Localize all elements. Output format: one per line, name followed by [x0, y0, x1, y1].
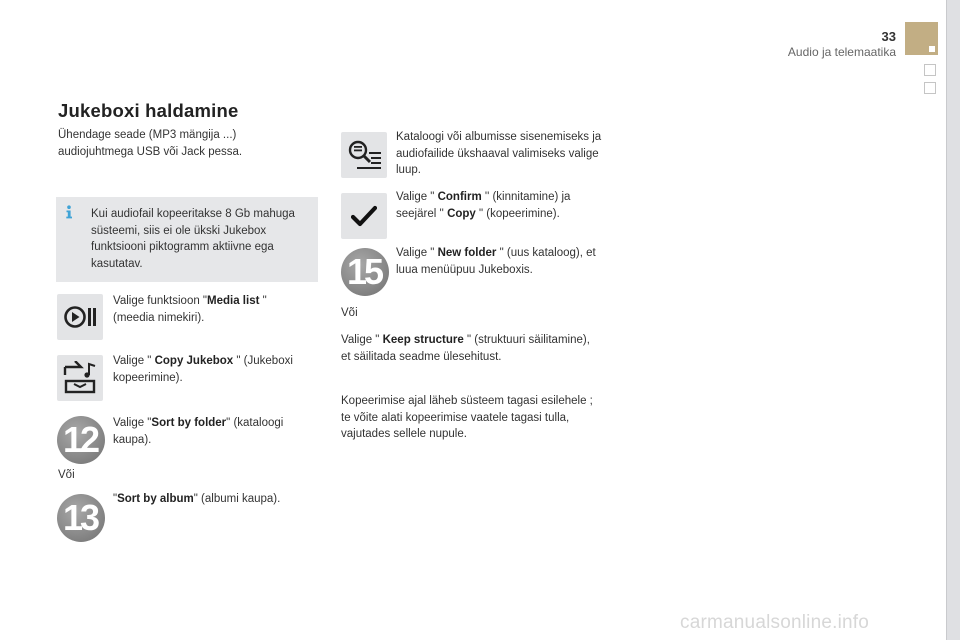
media-list-icon	[62, 302, 98, 332]
step-copy-jukebox: Valige " Copy Jukebox " (Jukeboxi kopeerimine).	[113, 355, 293, 384]
step-media-list: Valige funktsioon "Media list " (meedia nimekiri).	[113, 295, 267, 324]
copy-note: Kopeerimise ajal läheb süsteem tagasi esilehele ; te võite alati kopeerimise vaatele tagasi tulla, vajutades sellele nupule.	[341, 395, 593, 440]
step-confirm-copy: Valige " Confirm '' (kinnitamine) ja seejärel '' Copy " (kopeerimine).	[396, 191, 571, 220]
section-title: Audio ja telemaatika	[787, 45, 896, 59]
step-number-15: 15	[341, 248, 389, 296]
checkmark-icon	[351, 205, 377, 227]
confirm-button[interactable]	[341, 193, 387, 239]
step-catalog-search: Kataloogi või albumisse sisenemiseks ja audiofailide ükshaaval valimiseks valige luup.	[396, 131, 602, 176]
info-icon	[62, 205, 76, 219]
step-number-12: 12	[57, 416, 105, 464]
or-text: Või	[58, 469, 75, 481]
step-keep-structure: Valige " Keep structure " (struktuuri säilitamine), et säilitada seadme ülesehitust.	[341, 334, 590, 363]
magnifier-list-icon	[345, 139, 383, 171]
intro-text: Ühendage seade (MP3 mängija ...) audiojuhtmega USB või Jack pessa.	[58, 129, 243, 158]
step-number-13: 13	[57, 494, 105, 542]
page-sidebar-strip	[946, 0, 960, 640]
section-tab	[924, 82, 936, 94]
info-text: Kui audiofail kopeeritakse 8 Gb mahuga süsteemi, siis ei ole ükski Jukebox funktsiooni piktogramm aktiivne ega kasutatav.	[91, 208, 295, 270]
or-text: Või	[341, 307, 358, 319]
section-tab-active	[905, 22, 938, 55]
footer-watermark: carmanualsonline.info	[680, 612, 870, 633]
step-sort-by-folder: Valige "Sort by folder" (kataloogi kaupa).	[113, 417, 284, 446]
copy-jukebox-icon	[61, 361, 99, 395]
media-list-button[interactable]	[57, 294, 103, 340]
step-sort-by-album: "Sort by album" (albumi kaupa).	[113, 493, 281, 505]
page-title: Jukeboxi haldamine	[58, 100, 239, 121]
section-tab	[924, 64, 936, 76]
page-number: 33	[881, 29, 896, 44]
copy-jukebox-button[interactable]	[57, 355, 103, 401]
search-button[interactable]	[341, 132, 387, 178]
step-new-folder: Valige " New folder " (uus kataloog), et luua menüüpuu Jukeboxis.	[396, 247, 596, 276]
